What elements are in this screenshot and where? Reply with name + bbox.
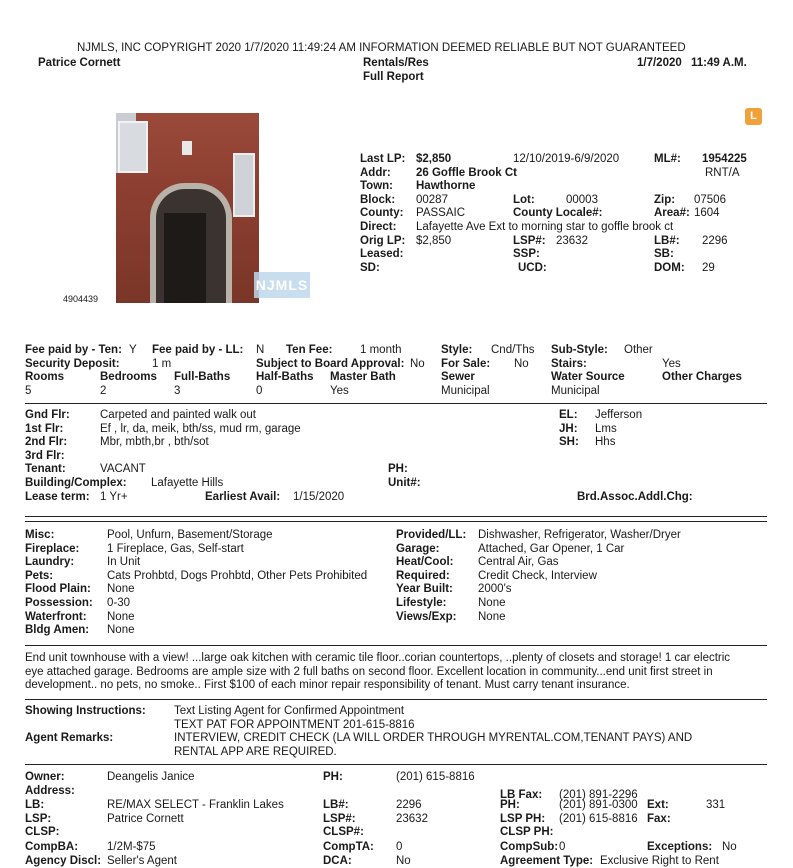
label: Fee paid by - Ten: [25,344,122,356]
divider [25,516,767,517]
label: PH: [388,463,408,476]
showing-instructions: Text Listing Agent for Confirmed Appointment [174,705,405,717]
ml-number: 1954225 [702,153,747,165]
lsp-phone: (201) 615-8816 [559,812,638,825]
label: SH: [559,436,579,449]
lease-term: 1 Yr+ [100,490,128,503]
label: JH: [559,422,578,435]
label: DCA: [323,854,352,867]
fee-ten: Y [129,344,137,356]
earliest-avail: 1/15/2020 [293,490,345,503]
label: Garage: [396,542,440,555]
provided: Dishwasher, Refrigerator, Washer/Dryer [478,529,681,541]
label: Ext: [647,799,669,812]
label: CLSP#: [323,826,364,839]
label: LSP#: [513,234,546,247]
label: For Sale: [441,357,491,370]
label: Unit#: [388,476,421,489]
fee-ll: N [256,344,265,356]
label: County Locale#: [513,207,603,220]
lb-number: 2296 [396,799,422,812]
label: Lease term: [25,490,90,503]
label: Tenant: [25,463,66,476]
divider [25,403,767,404]
extension: 331 [706,799,726,812]
second-floor: Mbr, mbth,br , bth/sot [100,436,209,449]
label: Orig LP: [360,234,406,247]
label: SB: [654,248,674,261]
label: UCD: [518,261,547,274]
label: Fireplace: [25,542,80,555]
remarks-line: development.. no pets, no smoke.. First $100 of each minor repair responsibility of tenant. Must carry tenant insurance. [25,679,630,692]
lsp-number: 23632 [556,234,588,247]
waterfront: None [107,610,135,623]
lb-number: 2296 [702,234,728,247]
label: Stairs: [551,357,587,370]
label: Security Deposit: [25,357,120,370]
label: SSP: [513,248,540,261]
label: LSP#: [323,812,356,825]
label: Full-Baths [174,371,231,384]
remarks-line: eye attached garage. Bedrooms are ample size with 2 full baths on second floor. Excellent location in community...end unit first street in [25,665,713,678]
label: Agent Remarks: [25,732,114,745]
label: Block: [360,193,396,206]
label: 3rd Flr: [25,449,65,462]
required: Credit Check, Interview [478,569,597,582]
label: Building/Complex: [25,476,127,489]
label: 1st Flr: [25,422,64,435]
label: CompSub: [500,840,559,853]
label: Master Bath [330,371,396,384]
label: Sewer [441,371,475,384]
exceptions: No [722,840,737,853]
showing-instructions: TEXT PAT FOR APPOINTMENT 201-615-8816 [174,718,415,731]
label: LSP PH: [500,812,546,825]
label: Required: [396,569,450,582]
label: Bldg Amen: [25,624,90,637]
label: DOM: [654,261,685,274]
label: Addr: [360,166,391,179]
label: CompTA: [323,840,374,853]
label: Sub-Style: [551,344,608,356]
label: LB#: [654,234,680,247]
ten-fee: 1 month [360,344,402,356]
agreement-type: Exclusive Right to Rent [600,854,719,867]
label: Views/Exp: [396,610,457,623]
stairs: Yes [662,357,681,370]
comp-ba: 1/2M-$75 [107,840,156,853]
label: Provided/LL: [396,529,467,541]
label: EL: [559,409,578,421]
label: Brd.Assoc.Addl.Chg: [577,490,693,503]
lsp-name: Patrice Cornett [107,812,184,825]
header-date: 1/7/2020 [637,57,682,69]
sewer: Municipal [441,384,490,397]
lb-fax: (201) 891-2296 [559,788,638,801]
building-amenities: None [107,624,135,637]
label: SD: [360,261,380,274]
full-baths: 3 [174,384,181,397]
label: Town: [360,180,393,193]
label: Address: [25,784,75,797]
label: Style: [441,344,473,356]
label: Pets: [25,569,54,582]
elementary-school: Jefferson [595,409,643,421]
substyle: Other [624,344,653,356]
divider [25,521,767,522]
label: Bedrooms [100,371,157,384]
label: Gnd Flr: [25,409,70,421]
ground-floor: Carpeted and painted walk out [100,409,256,421]
label: County: [360,207,404,220]
label: Possession: [25,596,93,609]
label: Lot: [513,193,535,206]
master-bath: Yes [330,384,349,397]
date-range: 12/10/2019-6/9/2020 [513,153,620,165]
listing-broker: RE/MAX SELECT - Franklin Lakes [107,799,284,812]
label: Fax: [647,812,671,825]
heat-cool: Central Air, Gas [478,556,559,569]
label: Water Source [551,371,625,384]
bedrooms: 2 [100,384,107,397]
header-agent: Patrice Cornett [38,57,121,69]
zip: 07506 [694,193,726,206]
building: Lafayette Hills [151,476,224,489]
water-source: Municipal [551,384,600,397]
label: LB: [25,799,45,812]
agency-disclosure: Seller's Agent [107,854,177,867]
label: ML#: [654,153,681,165]
header-report: Full Report [363,71,424,83]
label: Direct: [360,220,397,233]
area: 1604 [694,207,720,220]
senior-high: Hhs [595,436,616,449]
broker-phone: (201) 891-0300 [559,799,638,812]
tenant: VACANT [100,463,146,476]
label: CLSP PH: [500,826,554,839]
photo-id: 4904439 [63,294,99,304]
label: Waterfront: [25,610,87,623]
label: Leased: [360,248,404,261]
label: Zip: [654,193,676,206]
pets: Cats Prohbtd, Dogs Prohbtd, Other Pets Prohibited [107,569,368,582]
lsp-number: 23632 [396,812,428,825]
agent-remarks: RENTAL APP ARE REQUIRED. [174,745,337,758]
divider [25,764,767,765]
label: LB Fax: [500,788,543,801]
first-floor: Ef , lr, da, meik, bth/ss, mud rm, garage [100,422,301,435]
board: No [410,357,425,370]
label: Lifestyle: [396,596,447,609]
year-built: 2000's [478,583,512,596]
remarks-line: End unit townhouse with a view! ...large oak kitchen with ceramic tile floor..corian countertops, ..plenty of closets and storage! 1 car electric [25,652,731,664]
county: PASSAIC [416,207,465,220]
label: Fee paid by - LL: [152,344,244,356]
dom: 29 [702,261,715,274]
agent-remarks: INTERVIEW, CREDIT CHECK (LA WILL ORDER THROUGH MYRENTAL.COM,TENANT PAYS) AND [174,732,693,745]
misc: Pool, Unfurn, Basement/Storage [107,529,273,541]
junior-high: Lms [595,422,617,435]
for-sale: No [514,357,529,370]
label: LSP: [25,812,52,825]
comp-sub: 0 [559,840,566,853]
possession: 0-30 [107,596,131,609]
security: 1 m [152,357,172,370]
label: Ten Fee: [286,344,333,356]
label: Agency Discl: [25,854,102,867]
label: Earliest Avail: [205,490,281,503]
garage: Attached, Gar Opener, 1 Car [478,542,625,555]
label: Year Built: [396,583,453,596]
directions: Lafayette Ave Ext to morning star to goffle brook ct [416,220,674,233]
label: CLSP: [25,826,60,839]
label: 2nd Flr: [25,436,68,449]
owner: Deangelis Janice [107,771,195,783]
town: Hawthorne [416,180,476,193]
dca: No [396,854,411,867]
label: Showing Instructions: [25,705,146,717]
label: Half-Baths [256,371,314,384]
label: CompBA: [25,840,79,853]
property-photo[interactable] [116,113,259,303]
divider [25,645,767,646]
block: 00287 [416,193,448,206]
label: Agreement Type: [500,854,594,867]
comp-ta: 0 [396,840,403,853]
label: Last LP: [360,153,406,165]
half-baths: 0 [256,384,263,397]
status: RNT/A [705,166,740,179]
owner-phone: (201) 615-8816 [396,771,475,783]
label: PH: [500,799,520,812]
rooms: 5 [25,384,32,397]
views: None [478,610,506,623]
label: Misc: [25,529,55,541]
label: Subject to Board Approval: [256,357,405,370]
header-time: 11:49 A.M. [691,57,747,69]
label: Other Charges [662,371,742,384]
fireplace: 1 Fireplace, Gas, Self-start [107,542,244,555]
style: Cnd/Ths [491,344,535,356]
laundry: In Unit [107,556,141,569]
label: Laundry: [25,556,75,569]
divider [25,699,767,700]
address: 26 Goffle Brook Ct [416,166,517,179]
label: Rooms [25,371,64,384]
lot: 00003 [566,193,598,206]
label: Area#: [654,207,690,220]
lifestyle: None [478,596,506,609]
label: Exceptions: [647,840,713,853]
label: PH: [323,771,343,783]
copyright-line: NJMLS, INC COPYRIGHT 2020 1/7/2020 11:49:24 AM INFORMATION DEEMED RELIABLE BUT NOT GUARANTEED [77,42,686,54]
listing-badge[interactable]: L [745,108,762,125]
header-category: Rentals/Res [363,57,429,69]
label: LB#: [323,799,349,812]
orig-lp: $2,850 [416,234,452,247]
label: Flood Plain: [25,583,91,596]
last-lp: $2,850 [416,153,452,165]
flood-plain: None [107,583,135,596]
photo-watermark: NJMLS [254,272,310,298]
label: Heat/Cool: [396,556,454,569]
label: Owner: [25,771,65,783]
